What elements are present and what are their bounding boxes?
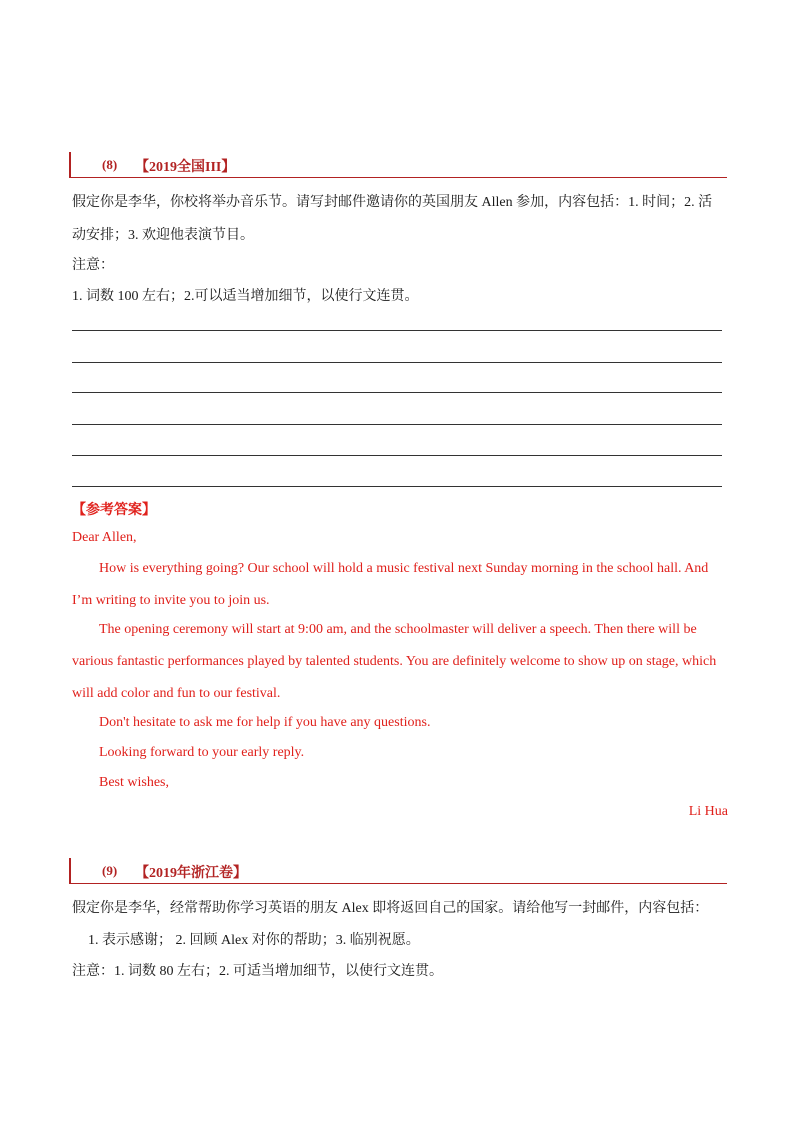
question-number: (9) [102, 863, 118, 878]
writing-line [72, 455, 722, 456]
question-8-prompt-line-2: 动安排；3. 欢迎他表演节目。 [72, 228, 254, 243]
question-8-note-label: 注意： [72, 258, 114, 273]
letter-paragraph-2-line-1: The opening ceremony will start at 9:00 am, and the schoolmaster will deliver a speech. Then there will be [99, 622, 697, 637]
letter-paragraph-1-line-2: I’m writing to invite you to join us. [72, 593, 270, 608]
letter-paragraph-1-line-1: How is everything going? Our school will hold a music festival next Sunday morning in the school hall. And [99, 561, 709, 576]
writing-line [72, 424, 722, 425]
letter-closing: Best wishes, [99, 775, 169, 790]
letter-signature: Li Hua [688, 804, 728, 819]
question-9-prompt-line-2: 1. 表示感谢； 2. 回顾 Alex 对你的帮助；3. 临别祝愿。 [88, 933, 420, 948]
letter-paragraph-4: Looking forward to your early reply. [99, 745, 305, 760]
writing-line [72, 486, 722, 487]
question-source-tag: 【2019年浙江卷】 [135, 866, 247, 881]
question-8-header [69, 152, 727, 178]
letter-paragraph-2-line-3: will add color and fun to our festival. [72, 686, 281, 701]
question-8-prompt-line-1: 假定你是李华，你校将举办音乐节。请写封邮件邀请你的英国朋友 Allen 参加，内容包括：1. 时间；2. 活 [72, 195, 713, 210]
letter-paragraph-3: Don't hesitate to ask me for help if you have any questions. [99, 715, 431, 730]
writing-line [72, 362, 722, 363]
writing-line [72, 392, 722, 393]
question-source-tag: 【2019全国III】 [135, 160, 236, 175]
letter-paragraph-2-line-2: various fantastic performances played by talented students. You are definitely welcome to show up on stage, which [72, 654, 717, 669]
question-9-prompt-line-1: 假定你是李华，经常帮助你学习英语的朋友 Alex 即将返回自己的国家。请给他写一封邮件，内容包括： [72, 901, 709, 916]
writing-line [72, 330, 722, 331]
question-9-header [69, 858, 727, 884]
reference-answer-heading: 【参考答案】 [72, 503, 156, 518]
question-number: (8) [102, 157, 118, 172]
question-9-note-line: 注意：1. 词数 80 左右；2. 可适当增加细节，以使行文连贯。 [72, 964, 443, 979]
question-8-note-line: 1. 词数 100 左右；2.可以适当增加细节，以使行文连贯。 [72, 289, 419, 304]
letter-greeting: Dear Allen, [72, 530, 137, 545]
